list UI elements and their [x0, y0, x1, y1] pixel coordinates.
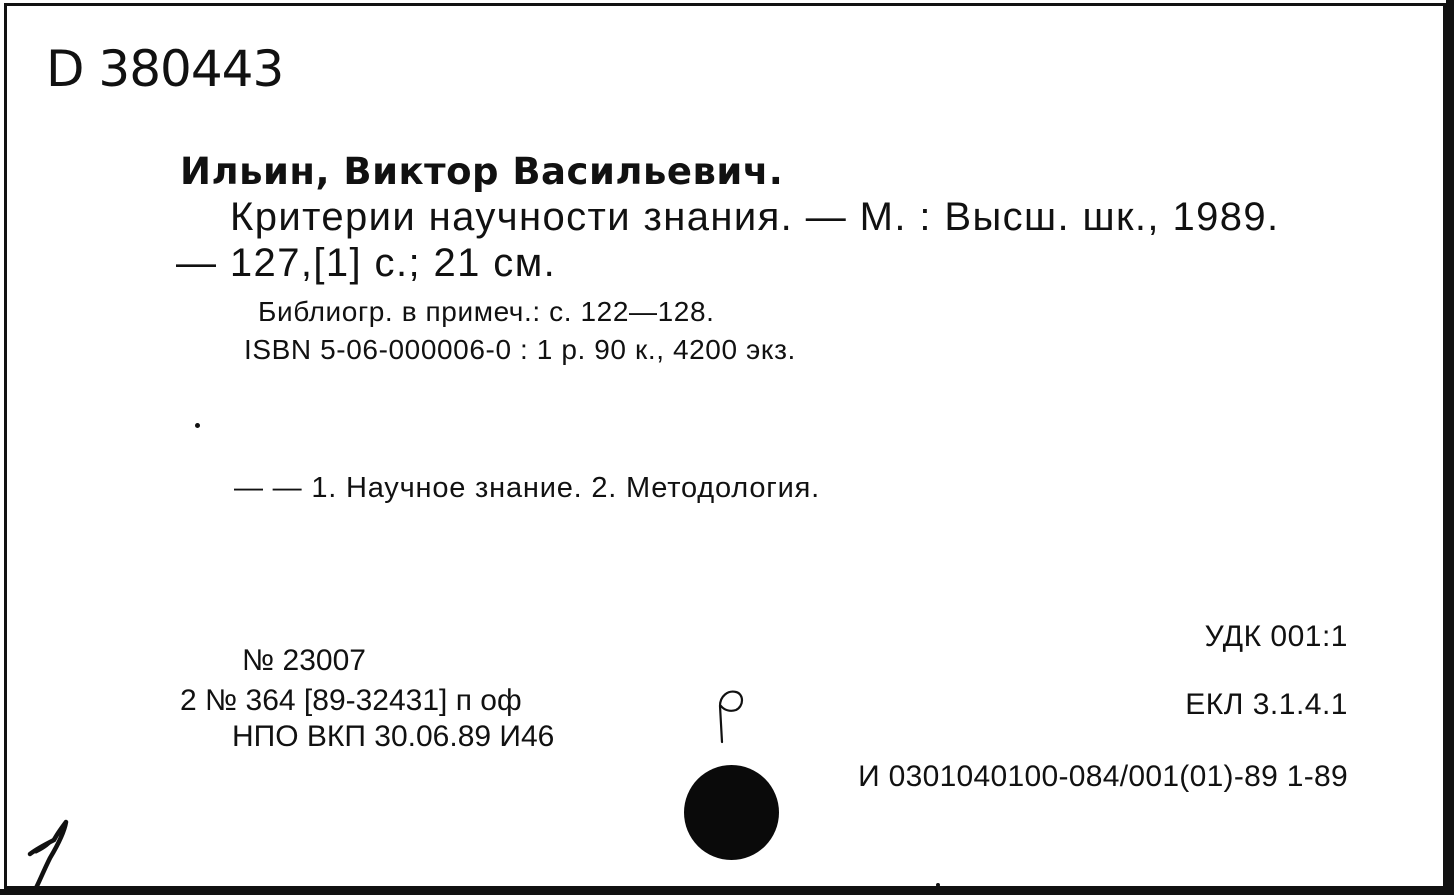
author-heading: Ильин, Виктор Васильевич. — [180, 150, 784, 193]
index-code: И 0301040100-084/001(01)-89 1-89 — [858, 760, 1348, 793]
title-line-1: Критерии научности знания. — М. : Высш. шк., 1989. — [230, 195, 1280, 239]
ekl-code: ЕКЛ 3.1.4.1 — [1185, 688, 1348, 721]
isbn-note: ISBN 5-06-000006-0 : 1 р. 90 к., 4200 экз. — [244, 334, 796, 365]
scan-speck — [936, 883, 940, 887]
handwritten-mark — [712, 684, 752, 744]
catalog-card — [4, 3, 1446, 889]
print-dot — [195, 423, 200, 428]
handwritten-number — [26, 818, 76, 890]
call-number: D 380443 — [46, 40, 284, 98]
ink-blot — [684, 765, 779, 860]
printer-info: НПО ВКП 30.06.89 И46 — [232, 720, 555, 753]
bibliography-note: Библиогр. в примеч.: с. 122—128. — [258, 296, 715, 327]
scan-border-bottom — [0, 889, 1454, 895]
scan-border-right — [1446, 0, 1454, 895]
subject-headings: — — 1. Научное знание. 2. Методология. — [234, 472, 821, 504]
title-line-2: — 127,[1] с.; 21 см. — [176, 241, 557, 285]
order-number: 2 № 364 [89-32431] п оф — [180, 684, 522, 717]
accession-number: № 23007 — [242, 644, 366, 677]
udk-code: УДК 001:1 — [1204, 620, 1348, 653]
